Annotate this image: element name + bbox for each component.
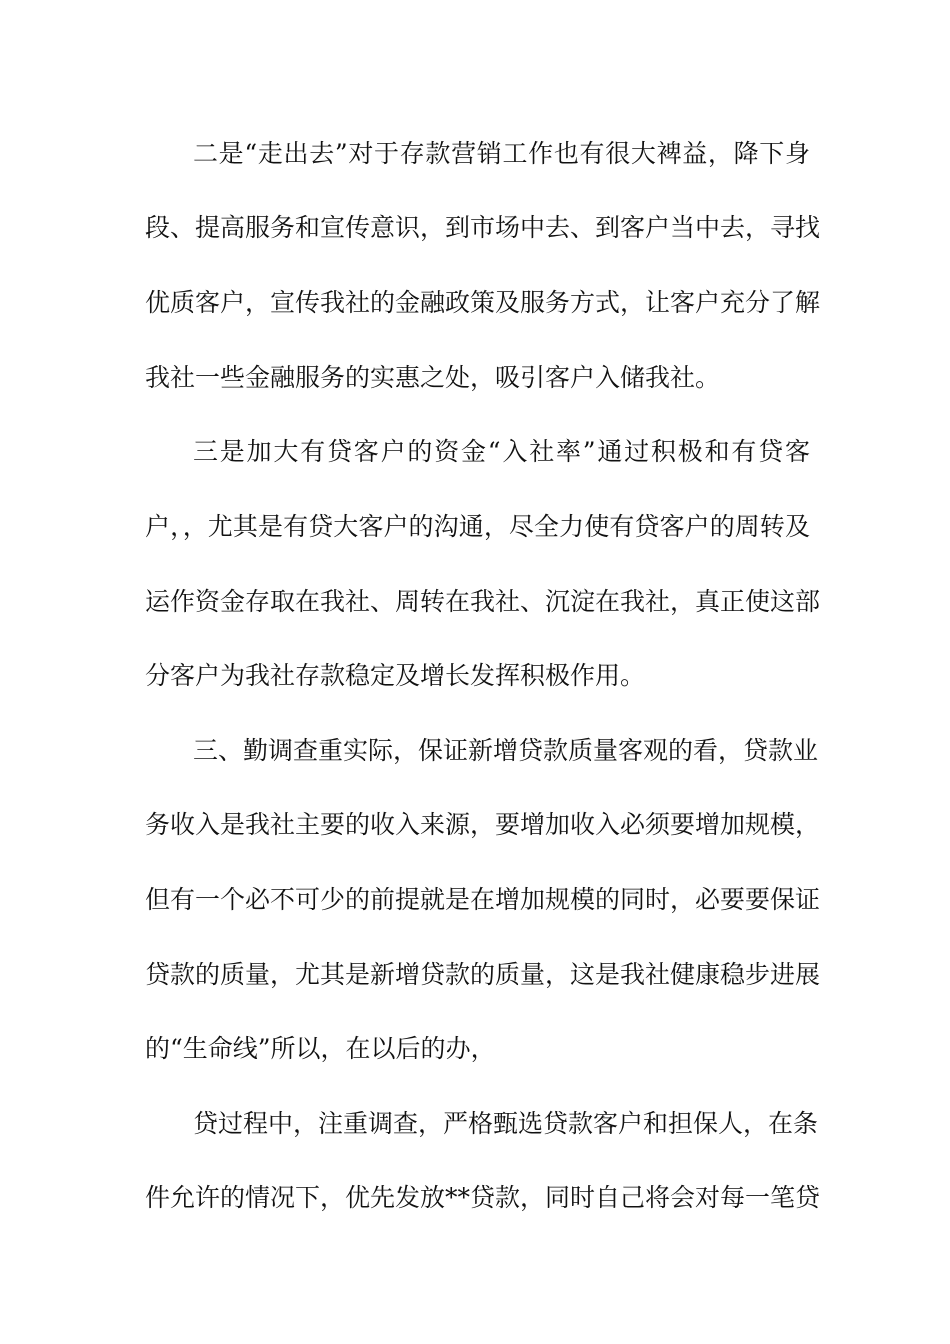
text-line: 件允许的情况下，优先发放**贷款，同时自己将会对每一笔贷 [145,1183,821,1212]
text-line: 的“生命线”所以，在以后的办， [145,1034,496,1063]
text-line: 二是“走出去”对于存款营销工作也有很大裨益，降下身 [193,139,810,168]
text-line: 段、提高服务和宣传意识，到市场中去、到客户当中去，寻找 [145,213,821,242]
text-line: 贷过程中，注重调查，严格甄选贷款客户和担保人，在条 [193,1109,819,1138]
text-line: 我社一些金融服务的实惠之处，吸引客户入储我社。 [145,363,721,392]
text-line: 三是加大有贷客户的资金“入社率”通过积极和有贷客 [193,437,810,466]
text-line: 优质客户，宣传我社的金融政策及服务方式，让客户充分了解 [145,288,821,317]
text-line: 分客户为我社存款稳定及增长发挥积极作用。 [145,661,646,690]
text-line: 三、勤调查重实际，保证新增贷款质量客观的看，贷款业 [193,736,819,765]
text-line: 但有一个必不可少的前提就是在增加规模的同时，必要要保证 [145,885,821,914]
text-line: 贷款的质量，尤其是新增贷款的质量，这是我社健康稳步进展 [145,960,821,989]
text-line: 务收入是我社主要的收入来源，要增加收入必须要增加规模， [145,810,821,839]
text-line: 户，，尤其是有贷大客户的沟通，尽全力使有贷客户的周转及 [145,512,810,541]
text-line: 运作资金存取在我社、周转在我社、沉淀在我社，真正使这部 [145,587,821,616]
